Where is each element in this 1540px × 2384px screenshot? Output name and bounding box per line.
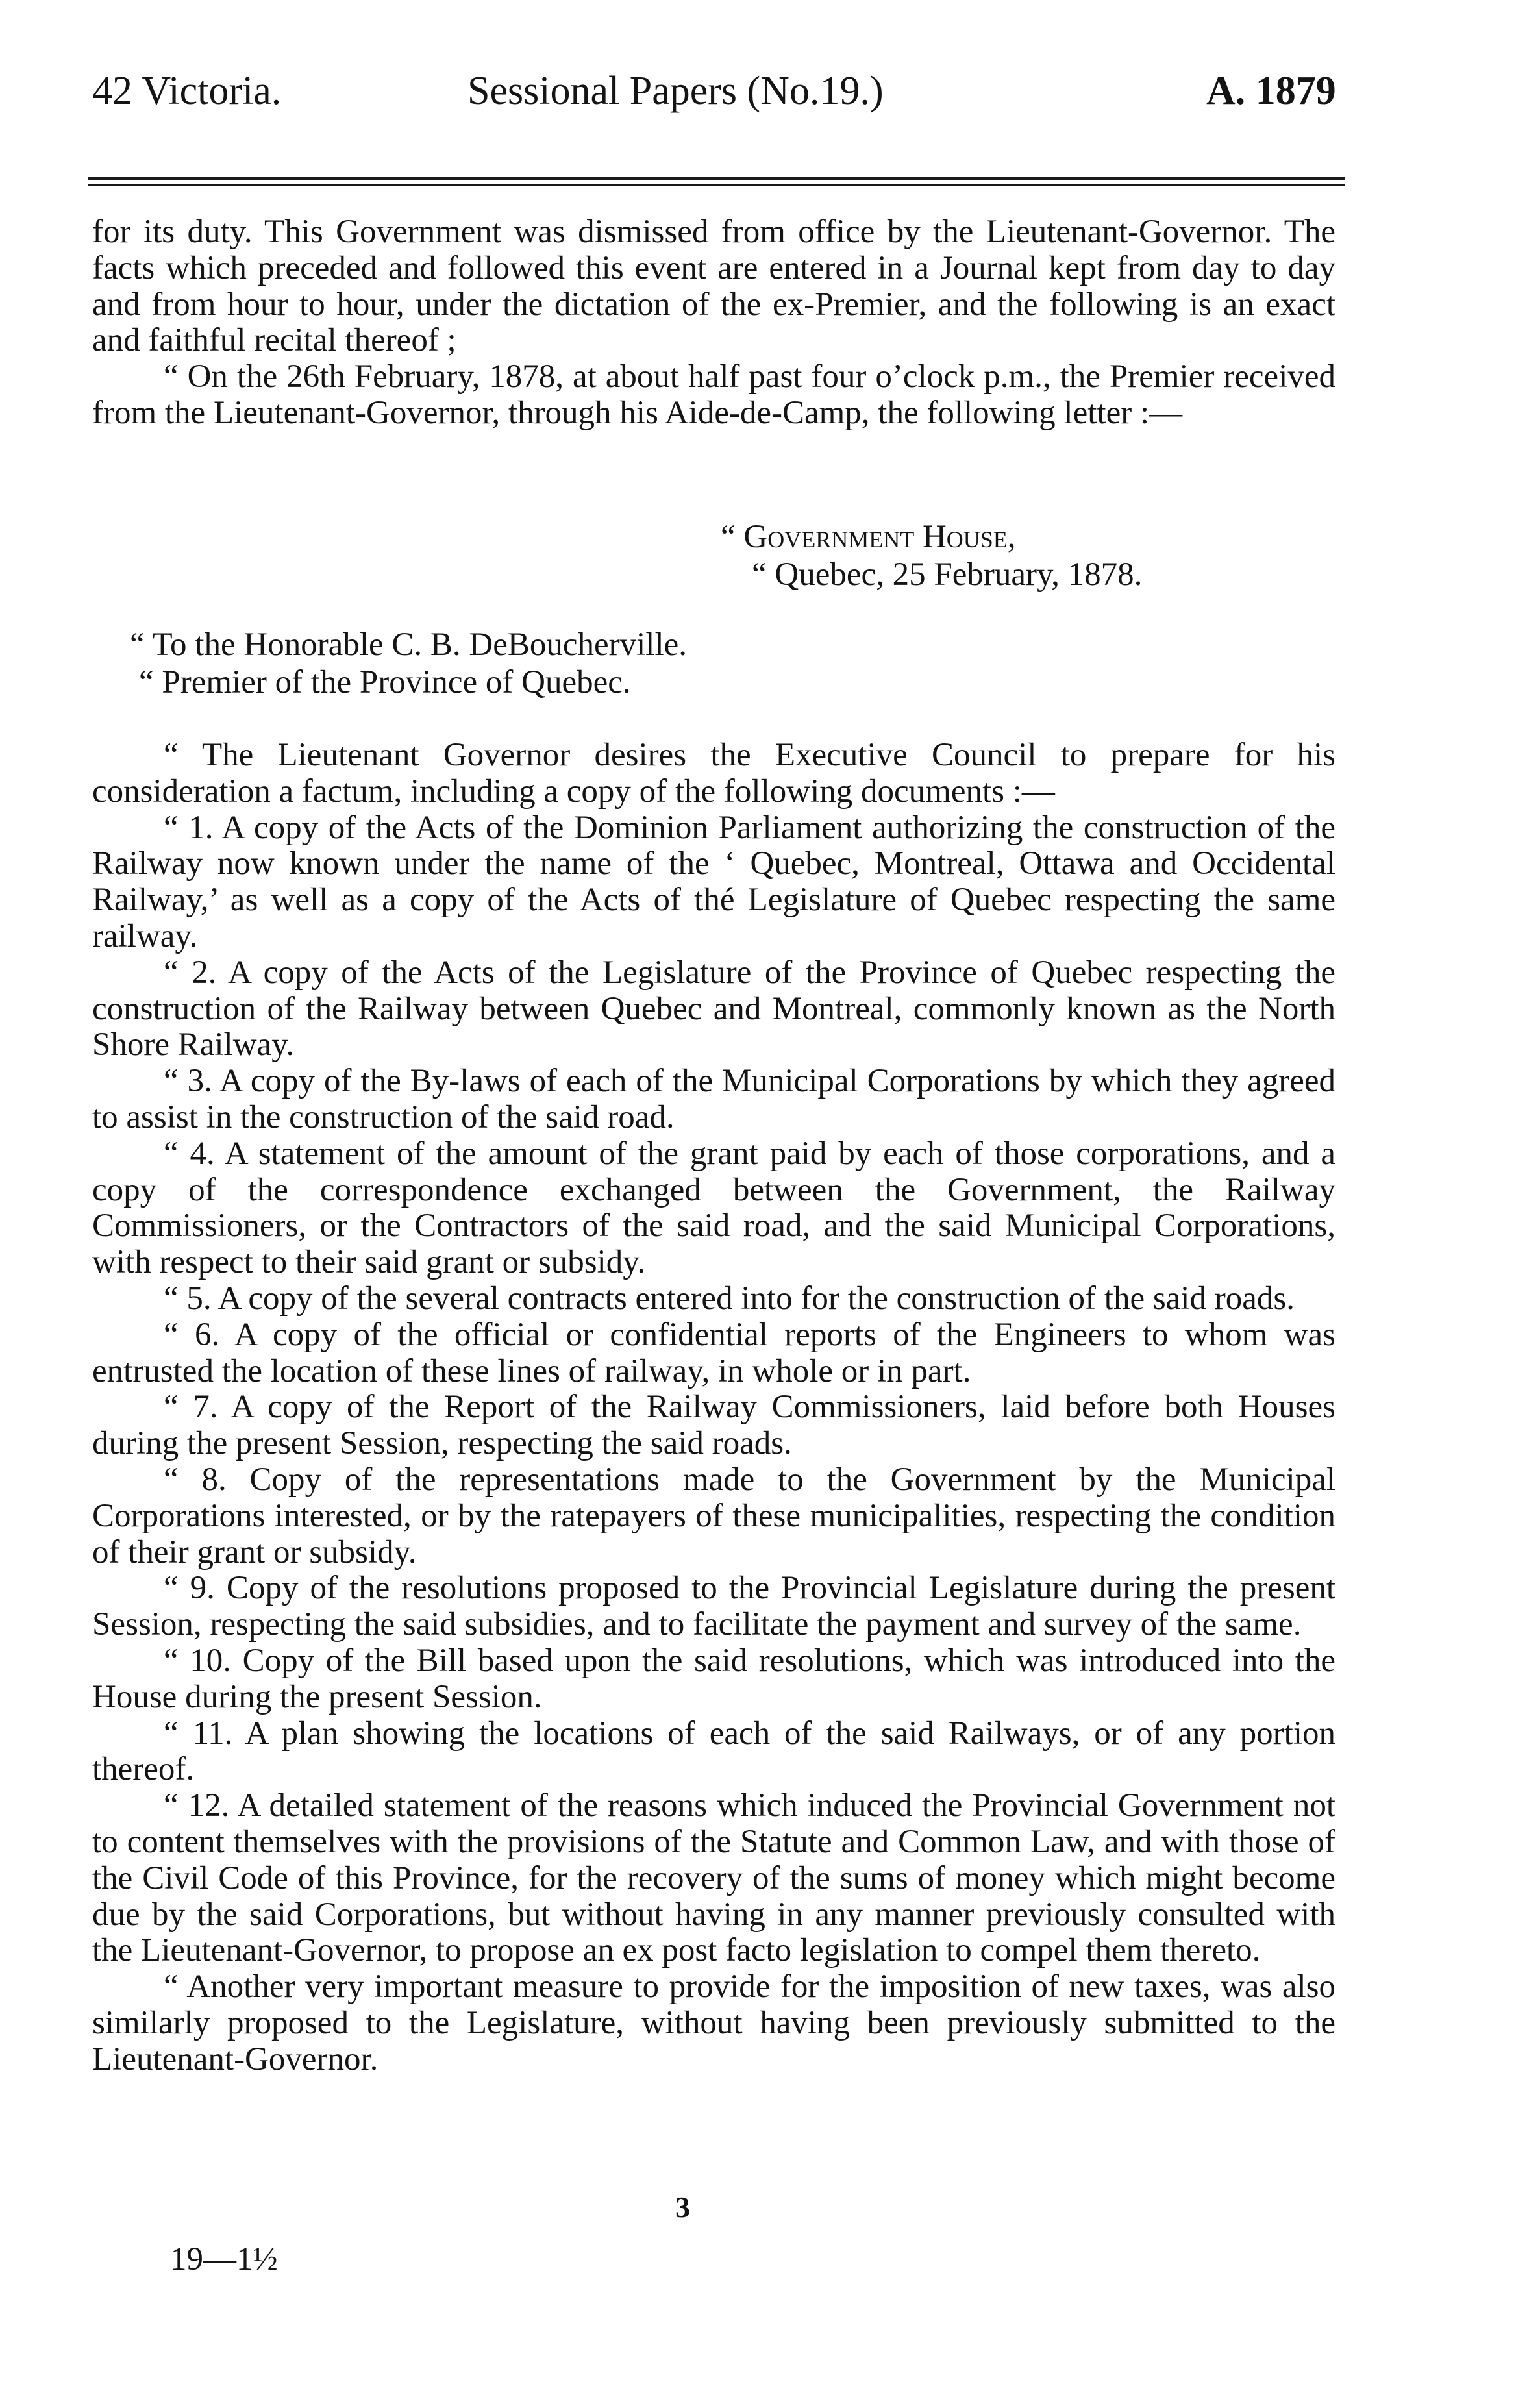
list-item: “ 7. A copy of the Report of the Railway Commissioners, laid before both Houses during the present Session, respecting the said roads. [92,1389,1335,1462]
list-item: “ 4. A statement of the amount of the grant paid by each of those corporations, and a copy of the correspondence exchanged between the Government, the Railway Commissioners, or the Contractors of the said road, and the said Municipal Corporations, with respect to their said grant or subsidy. [92,1135,1335,1281]
letter-opening: “ The Lieutenant Governor desires the Executive Council to prepare for his consideration a factum, including a copy of the following documents :— [92,737,1335,810]
list-item: “ 9. Copy of the resolutions proposed to the Provincial Legislature during the present Session, respecting the said subsidies, and to facilitate the payment and survey of the same. [92,1570,1335,1643]
header-title: Sessional Papers (No.19.) [467,69,884,113]
list-item: “ Another very important measure to provide for the imposition of new taxes, was also similarly proposed to the Legislature, without having been previously submitted to the Lieutenant-Governor. [92,1968,1335,2078]
header-rule-thin [88,184,1345,186]
header-rule-thick [88,177,1345,180]
list-item: “ 10. Copy of the Bill based upon the said resolutions, which was introduced into the House during the present Session. [92,1642,1335,1715]
address-date-line: “ Quebec, 25 February, 1878. [752,556,1143,593]
letter-recipient [130,626,687,701]
sheet-signature: 19—1½ [170,2241,278,2278]
list-item: “ 8. Copy of the representations made to the Government by the Municipal Corporations interested, or by the ratepayers of these municipalities, respecting the condition of their grant or subsidy. [92,1461,1335,1571]
recipient-line: “ To the Honorable C. B. DeBoucherville. [130,627,688,663]
letter-address [721,518,1142,593]
intro-letter-paragraph: “ On the 26th February, 1878, at about half past four o’clock p.m., the Premier received from the Lieutenant-Governor, through his Aide-de-Camp, the following letter :— [92,358,1335,431]
list-item: “ 1. A copy of the Acts of the Dominion Parliament authorizing the construction of the Railway now known under the name of the ‘ Quebec, Montreal, Ottawa and Occidental Railway,’ as well as a copy of the Acts of thé Legislature of Quebec respecting the same railway. [92,809,1335,954]
list-item: “ 3. A copy of the By-laws of each of the Municipal Corporations by which they agreed to assist in the construction of the said road. [92,1063,1335,1136]
header-volume: 42 Victoria. [92,69,282,113]
list-item: “ 5. A copy of the several contracts entered into for the construction of the said roads. [164,1280,1295,1317]
list-item: “ 2. A copy of the Acts of the Legislature of the Province of Quebec respecting the construction of the Railway between Quebec and Montreal, commonly known as the North Shore Railway. [92,954,1335,1063]
list-item: “ 6. A copy of the official or confidential reports of the Engineers to whom was entrusted the location of these lines of railway, in whole or in part. [92,1316,1335,1389]
intro-block [92,214,1335,432]
page-number: 3 [675,2191,690,2224]
address-line: “ Government House, [721,519,1016,555]
list-item: “ 12. A detailed statement of the reasons which induced the Provincial Government not to content themselves with the provisions of the Statute and Common Law, and with those of the Civil Code of this Province, for the recovery of the sums of money which might become due by the said Corporations, but without having in any manner previously consulted with the Lieutenant-Governor, to propose an ex post facto legislation to compel them thereto. [92,1787,1335,1969]
recipient-title-line: “ Premier of the Province of Quebec. [139,664,631,701]
header-year: A. 1879 [1206,69,1336,113]
intro-paragraph: for its duty. This Government was dismissed from office by the Lieutenant-Governor. The facts which preceded and followed this event are entered in a Journal kept from day to day and from hour to hour, under the dictation of the ex-Premier, and the following is an exact and faithful recital thereof ; [92,214,1335,359]
letter-body [92,738,1335,2078]
list-item: “ 11. A plan showing the locations of each of the said Railways, or of any portion thereof. [92,1715,1335,1788]
